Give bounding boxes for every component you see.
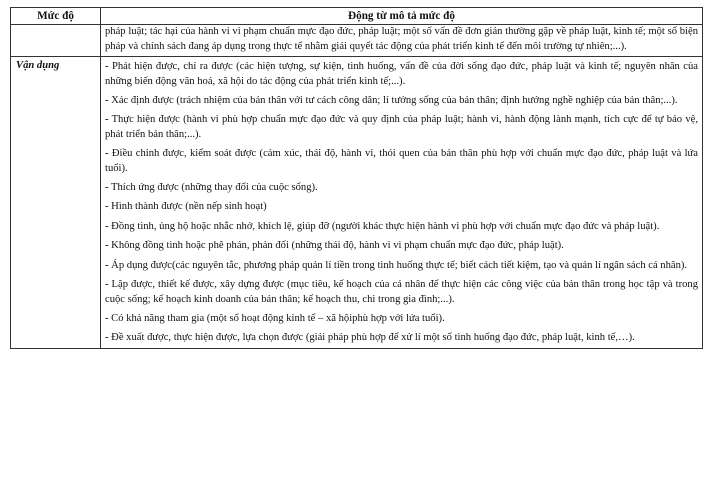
list-item-text: Thích ứng được (những thay đổi của cuộc sống). [108, 182, 318, 194]
list-item-text: Không đồng tình hoặc phê phán, phản đối (những thái độ, hành vi vi phạm chuẩn mực đạo đức, pháp luật). [108, 240, 564, 252]
bullet-dash: - [105, 61, 109, 73]
header-level: Mức độ [11, 8, 101, 25]
verb-level-table [10, 7, 703, 349]
bullet-dash: - [105, 259, 109, 271]
table-header-row [11, 8, 703, 25]
list-item-text: Điều chỉnh được, kiểm soát được (cảm xúc, thái độ, hành vi, thói quen của bản thân phù hợp với chuẩn mực đạo đức, pháp luật và lứa tuổi). [105, 148, 698, 174]
verbs-cell [101, 25, 703, 57]
list-item [105, 217, 698, 236]
bullet-dash: - [105, 182, 109, 194]
list-item-text: Đề xuất được, thực hiện được, lựa chọn được (giải pháp phù hợp để xử lí một số tình huống đạo đức, pháp luật, kinh tế,…). [108, 332, 635, 344]
bullet-dash: - [105, 312, 109, 324]
bullet-dash: - [105, 114, 109, 126]
document-page [10, 7, 702, 349]
continued-text: pháp luật; tác hại của hành vi vi phạm chuẩn mực đạo đức, pháp luật; một số vấn đề đơn giản thường gặp về pháp luật, kinh tế; một số biện pháp và chính sách đang áp dụng trong thực tế nhằm giải quyết tác động của phát triển kinh tế đến môi trường tự nhiên;...). [105, 26, 698, 52]
table-row [11, 25, 703, 57]
list-item [105, 110, 698, 144]
list-item-text: Phát hiện được, chỉ ra được (các hiện tượng, sự kiện, tình huống, vấn đề của đời sống đạo đức, pháp luật và kinh tế; nguyên nhân của những biến động văn hoá, xã hội do tác động của phát triển kinh tế;...). [105, 61, 698, 87]
bullet-dash: - [105, 279, 109, 291]
list-item-text: Đồng tình, ủng hộ hoặc nhắc nhở, khích lệ, giúp đỡ (người khác thực hiện hành vi phù hợp với chuẩn mực đạo đức và pháp luật). [108, 220, 660, 232]
list-item [105, 309, 698, 328]
list-item [105, 328, 698, 347]
list-item [105, 197, 698, 216]
list-item [105, 178, 698, 197]
bullet-dash: - [105, 332, 109, 344]
list-item-text: Thực hiện được (hành vi phù hợp chuẩn mực đạo đức và quy định của pháp luật; hành vi, hành động lành mạnh, tích cực để tự bảo vệ, phát triển bản thân;...). [105, 114, 698, 140]
list-item [105, 236, 698, 255]
bullet-dash: - [105, 220, 109, 232]
header-verbs: Động từ mô tả mức độ [101, 8, 703, 25]
list-item-text: Hình thành được (nền nếp sinh hoạt) [108, 201, 267, 213]
list-item [105, 275, 698, 309]
verbs-cell [101, 57, 703, 349]
bullet-dash: - [105, 95, 109, 107]
list-item-text: Có khả năng tham gia (một số hoạt động kinh tế – xã hộiphù hợp với lứa tuổi). [108, 312, 445, 324]
list-item [105, 91, 698, 110]
level-cell: Vận dụng [11, 57, 101, 349]
level-cell [11, 25, 101, 57]
list-item [105, 57, 698, 91]
bullet-dash: - [105, 201, 109, 213]
bullet-dash: - [105, 240, 109, 252]
table-row [11, 57, 703, 349]
list-item-text: Xác định được (trách nhiệm của bản thân với tư cách công dân; lí tưởng sống của bản thân; định hướng nghề nghiệp của bản thân;...). [108, 95, 678, 107]
list-item [105, 256, 698, 275]
list-item [105, 144, 698, 178]
list-item-text: Áp dụng được(các nguyên tắc, phương pháp quản lí tiền trong tình huống thực tế; biết cách tiết kiệm, tạo và quản lí ngân sách cá nhân). [108, 259, 688, 271]
bullet-dash: - [105, 148, 109, 160]
list-item-text: Lập được, thiết kế được, xây dựng được (mục tiêu, kế hoạch của cá nhân để thực hiện các công việc của bản thân trong học tập và trong cuộc sống; kế hoạch kinh doanh của bản thân; kế hoạch thu, chi trong gia đình;...). [105, 279, 698, 305]
